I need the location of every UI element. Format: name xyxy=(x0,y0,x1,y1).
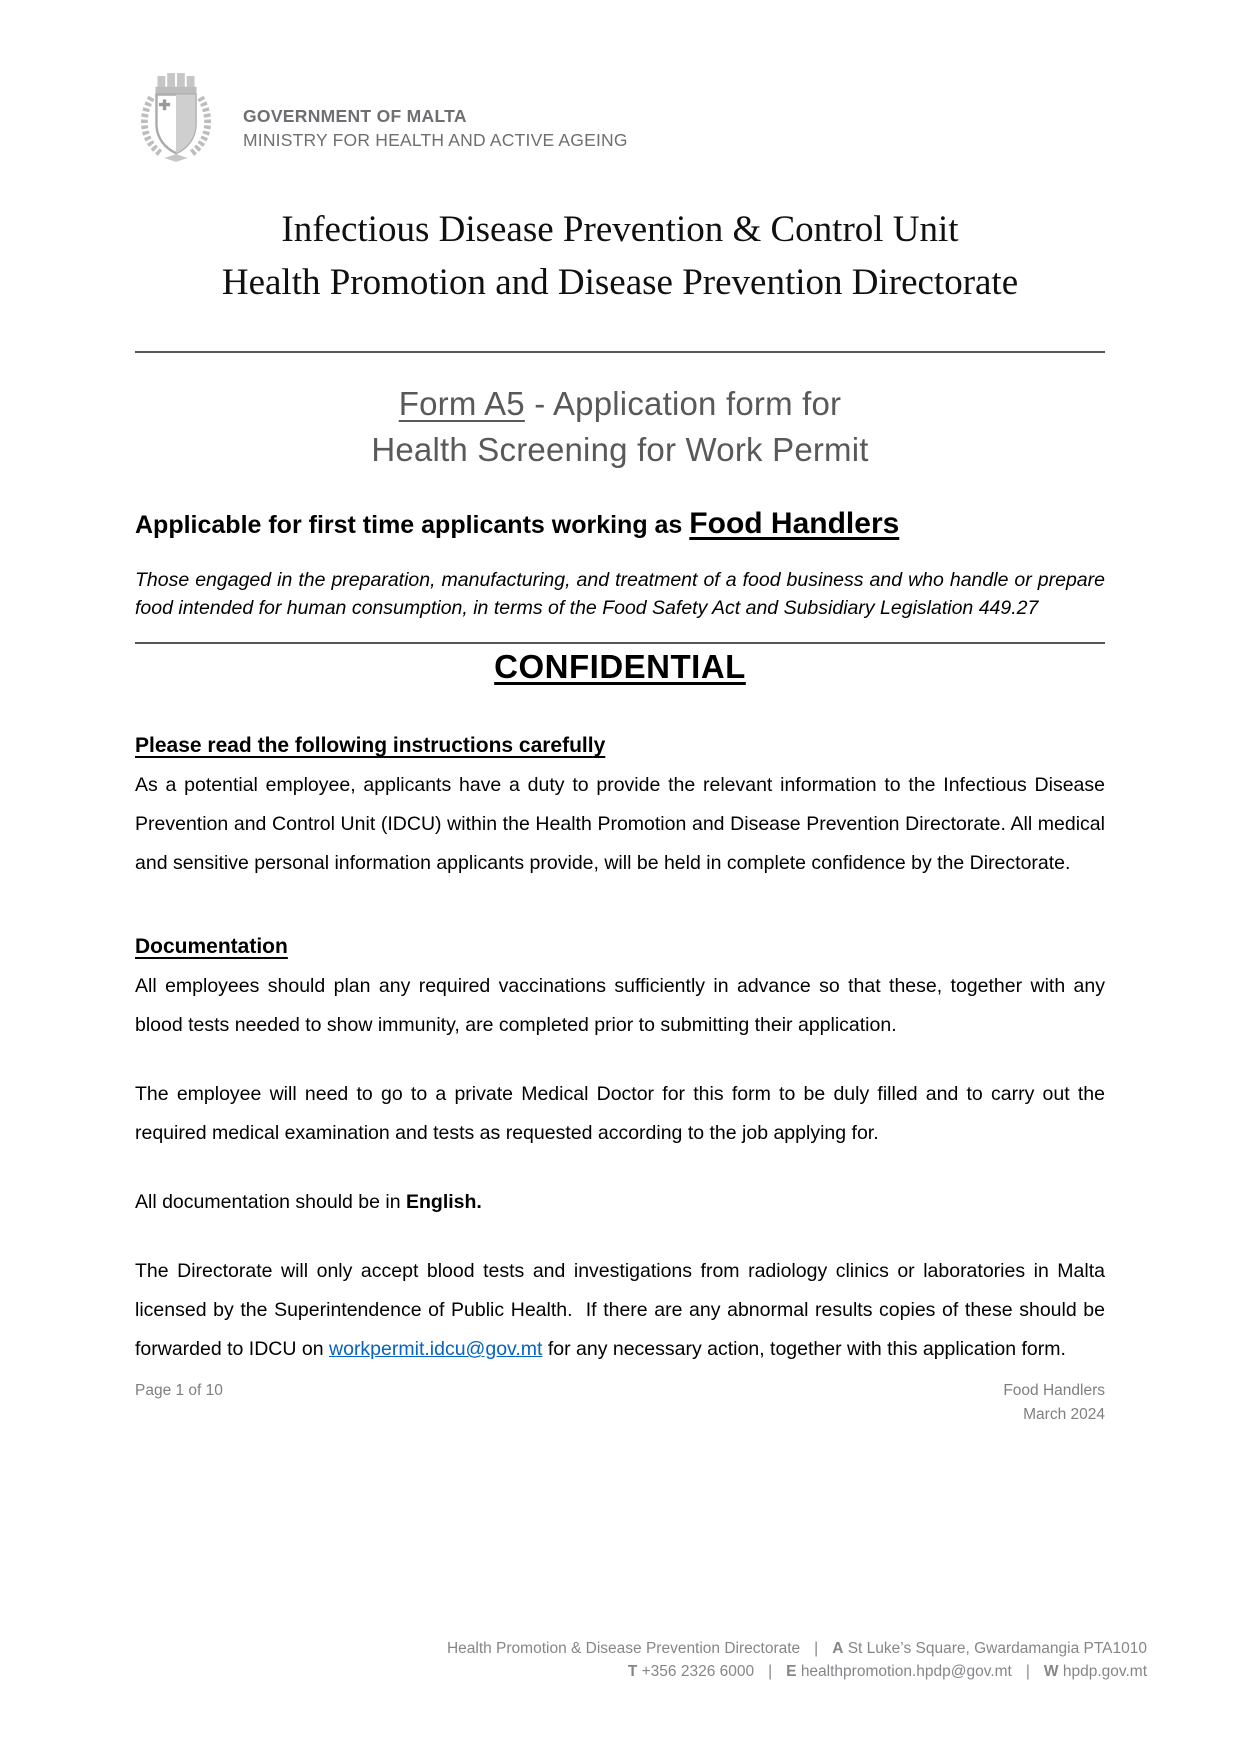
form-title xyxy=(135,381,1105,473)
document-date: March 2024 xyxy=(1023,1406,1105,1424)
documentation-heading: Documentation xyxy=(135,935,288,959)
footer-separator: | xyxy=(1025,1662,1030,1680)
mid-divider xyxy=(135,642,1105,644)
form-code: Form A5 xyxy=(398,385,525,423)
documentation-paragraph-3 xyxy=(135,1183,1105,1222)
food-handlers-emphasis: Food Handlers xyxy=(689,507,900,541)
telephone-value: +356 2326 6000 xyxy=(641,1662,755,1680)
government-header-text xyxy=(243,106,628,151)
confidential-label: CONFIDENTIAL xyxy=(494,648,746,686)
scope-note: Those engaged in the preparation, manufacturing, and treatment of a food business and who handle or prepare food intended for human consumption, in terms of the Food Safety Act and Subsidiary Legislation 449.27 xyxy=(135,569,1105,620)
instructions-heading: Please read the following instructions carefully xyxy=(135,734,606,758)
page-meta xyxy=(135,1379,1105,1427)
email-label: E xyxy=(786,1662,797,1680)
documentation-paragraph-2: The employee will need to go to a private Medical Doctor for this form to be duly filled and to carry out the required medical examination and tests as requested according to the job applying for. xyxy=(135,1083,1105,1145)
instructions-paragraph: As a potential employee, applicants have a duty to provide the relevant information to the Infectious Disease Prevention and Control Unit (IDCU) within the Health Promotion and Disease Prevention Directorate. All medical and sensitive personal information applicants provide, will be held in complete confidence by the Directorate. xyxy=(135,774,1105,875)
documentation-paragraph-3-text: All documentation should be in xyxy=(135,1191,407,1214)
government-name: GOVERNMENT OF MALTA xyxy=(243,105,467,126)
address-value: St Luke’s Square, Gwardamangia PTA1010 xyxy=(847,1640,1147,1658)
unit-title xyxy=(135,204,1105,309)
english-emphasis: English. xyxy=(406,1191,482,1214)
website-value: hpdp.gov.mt xyxy=(1062,1662,1147,1680)
applicability-statement xyxy=(135,507,1105,541)
document-version xyxy=(1003,1379,1105,1427)
applicability-prefix: Applicable for first time applicants working as xyxy=(135,511,690,540)
address-label: A xyxy=(832,1640,844,1658)
footer-separator: | xyxy=(814,1640,819,1658)
form-title-line2: Health Screening for Work Permit xyxy=(371,431,869,469)
documentation-paragraph-4-text-2: for any necessary action, together with this application form. xyxy=(542,1338,1066,1361)
footer-separator: | xyxy=(768,1662,773,1680)
telephone-label: T xyxy=(627,1662,638,1680)
document-type: Food Handlers xyxy=(1003,1382,1105,1400)
website-label: W xyxy=(1043,1662,1059,1680)
email-value: healthpromotion.hpdp@gov.mt xyxy=(800,1662,1012,1680)
documentation-paragraph-4-text-1: The Directorate will only accept blood tests and investigations from radiology clinics or laboratories in Malta licensed by the Superintendence of Public Health. If there are any abnormal results copies of these should be forwarded to IDCU on xyxy=(135,1260,1105,1361)
workpermit-email-link[interactable]: workpermit.idcu@gov.mt xyxy=(329,1338,543,1361)
directorate-name: Health Promotion & Disease Prevention Directorate xyxy=(446,1640,801,1658)
unit-title-line2: Health Promotion and Disease Prevention Directorate xyxy=(221,261,1019,303)
top-divider xyxy=(135,351,1105,353)
contact-footer-line2 xyxy=(135,1661,1147,1683)
documentation-paragraph-1: All employees should plan any required vaccinations sufficiently in advance so that these, together with any blood tests needed to show immunity, are completed prior to submitting their application. xyxy=(135,975,1105,1037)
malta-coat-of-arms-icon xyxy=(135,68,217,171)
contact-footer xyxy=(135,1638,1147,1683)
government-header xyxy=(135,70,1105,168)
form-title-line1-rest: - Application form for xyxy=(524,385,842,423)
documentation-paragraph-4 xyxy=(135,1252,1105,1369)
unit-title-line1: Infectious Disease Prevention & Control Unit xyxy=(281,209,959,250)
page-number: Page 1 of 10 xyxy=(135,1382,223,1400)
ministry-name: MINISTRY FOR HEALTH AND ACTIVE AGEING xyxy=(243,129,628,150)
contact-footer-line1 xyxy=(135,1638,1147,1660)
